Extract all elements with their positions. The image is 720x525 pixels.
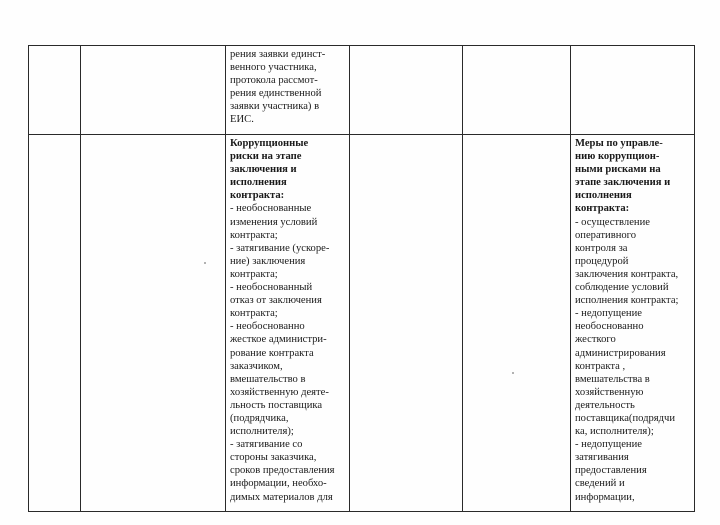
measure-line: вмешательства в xyxy=(575,373,650,385)
measure-line: деятельность xyxy=(575,399,635,411)
table-row xyxy=(29,46,695,135)
measures-heading-line: исполнения xyxy=(575,190,632,202)
text-line: ЕИС. xyxy=(230,114,254,126)
measure-line: жесткого xyxy=(575,334,616,346)
table-cell xyxy=(463,46,571,135)
risk-line: - необоснованный xyxy=(230,282,313,294)
risks-heading-line: Коррупционные xyxy=(230,138,309,149)
risk-line: вмешательство в xyxy=(230,373,306,385)
risk-line: сроков предоставления xyxy=(230,465,335,477)
risk-line: рование контракта xyxy=(230,347,314,359)
risks-heading-line: заключения и xyxy=(230,164,297,176)
text-line: протокола рассмот- xyxy=(230,75,318,87)
risk-line: льность поставщика xyxy=(230,399,323,411)
table-cell xyxy=(29,46,81,135)
procedure-text-cell xyxy=(226,46,350,135)
risk-line: контракта; xyxy=(230,268,278,280)
table-cell xyxy=(81,135,226,512)
text-line: рения единственной xyxy=(230,88,322,100)
risks-cell xyxy=(226,135,350,512)
risk-line: контракта; xyxy=(230,308,278,320)
measure-line: поставщика(подрядчи xyxy=(575,412,676,424)
scan-speck xyxy=(512,372,514,374)
measure-line: - осуществление xyxy=(575,216,650,228)
measure-line: предоставления xyxy=(575,465,647,477)
measures-heading-line: ными рисками на xyxy=(575,164,661,176)
risk-line: - затягивание со xyxy=(230,439,303,451)
risk-line: жесткое администри- xyxy=(230,334,327,346)
risk-line: хозяйственную деяте- xyxy=(230,386,329,398)
measure-line: ка, исполнителя); xyxy=(575,426,654,438)
measures-heading-line: Меры по управле- xyxy=(575,138,663,149)
measure-line: соблюдение условий xyxy=(575,282,669,294)
risk-line: димых материалов для xyxy=(230,491,333,503)
table-cell xyxy=(29,135,81,512)
risk-line: исполнителя); xyxy=(230,426,294,438)
risk-line: ние) заключения xyxy=(230,255,306,267)
measure-line: заключения контракта, xyxy=(575,268,679,280)
table-cell xyxy=(463,135,571,512)
risk-line: - затягивание (ускоре- xyxy=(230,242,330,254)
table-cell xyxy=(81,46,226,135)
measure-line: хозяйственную xyxy=(575,386,644,398)
table-cell xyxy=(571,46,695,135)
measures-heading-line: нию коррупцион- xyxy=(575,151,660,163)
risk-line: - необоснованно xyxy=(230,321,305,333)
text-line: венного участника, xyxy=(230,62,317,74)
measure-line: необоснованно xyxy=(575,321,644,333)
measure-line: администрирования xyxy=(575,347,666,359)
table-cell xyxy=(350,135,463,512)
measures-cell xyxy=(571,135,695,512)
measure-line: исполнения контракта; xyxy=(575,295,679,307)
measure-line: информации, xyxy=(575,491,635,503)
measures-heading-line: этапе заключения и xyxy=(575,177,671,189)
measure-line: контракта , xyxy=(575,360,626,372)
table-row xyxy=(29,135,695,512)
text-line: заявки участника) в xyxy=(230,101,320,113)
risks-heading-line: исполнения xyxy=(230,177,287,189)
text-line: рения заявки единст- xyxy=(230,49,326,60)
risk-line: - необоснованные xyxy=(230,203,312,215)
risks-heading-line: контракта: xyxy=(230,190,285,202)
scan-speck xyxy=(204,262,206,264)
measure-line: - недопущение xyxy=(575,308,642,320)
table-cell xyxy=(350,46,463,135)
risk-line: стороны заказчика, xyxy=(230,452,317,464)
measure-line: - недопущение xyxy=(575,439,642,451)
risk-line: контракта; xyxy=(230,229,278,241)
risks-heading-line: риски на этапе xyxy=(230,151,302,163)
document-table xyxy=(28,45,695,512)
measure-line: процедурой xyxy=(575,255,629,267)
measure-line: затягивания xyxy=(575,452,629,464)
risk-line: отказ от заключения xyxy=(230,295,322,307)
risk-line: информации, необхо- xyxy=(230,478,327,490)
risk-line: (подрядчика, xyxy=(230,412,289,424)
measures-heading-line: контракта: xyxy=(575,203,630,215)
measure-line: контроля за xyxy=(575,242,628,254)
measure-line: оперативного xyxy=(575,229,637,241)
risk-line: заказчиком, xyxy=(230,360,283,372)
measure-line: сведений и xyxy=(575,478,625,490)
risk-line: изменения условий xyxy=(230,216,318,228)
